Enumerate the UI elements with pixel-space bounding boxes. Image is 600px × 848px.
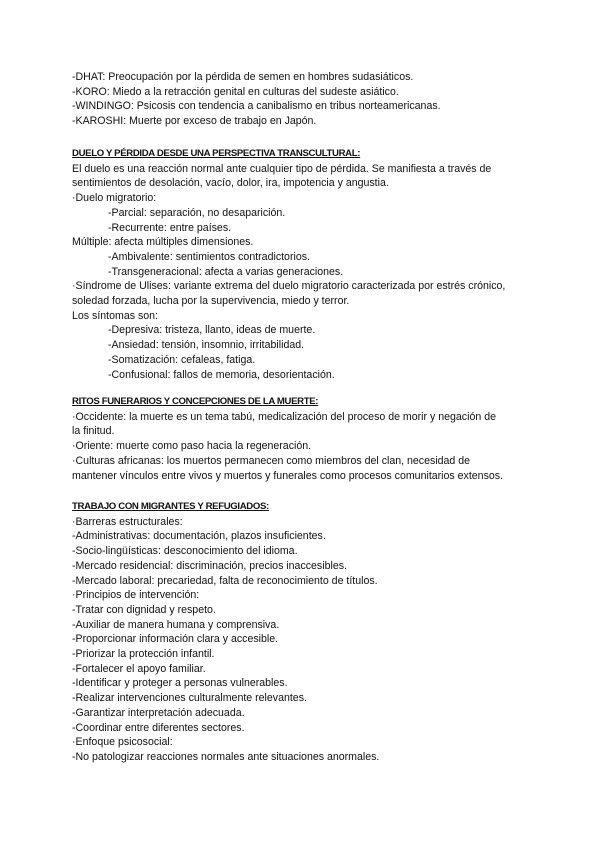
section-migrantes <box>72 500 542 765</box>
section-heading: RITOS FUNERARIOS Y CONCEPCIONES DE LA MUERTE: <box>72 396 319 407</box>
list-item: -KORO: Miedo a la retracción genital en culturas del sudeste asiático. <box>72 85 399 98</box>
list-item: ·Duelo migratorio: <box>72 192 157 205</box>
paragraph-line: ·Culturas africanas: los muertos permanecen como miembros del clan, necesidad de <box>72 454 471 467</box>
section-heading: DUELO Y PÉRDIDA DESDE UNA PERSPECTIVA TRANSCULTURAL: <box>72 148 361 159</box>
list-item: -Ansiedad: tensión, insomnio, irritabilidad. <box>108 339 305 352</box>
list-item: ·Barreras estructurales: <box>72 515 183 528</box>
list-item: -Parcial: separación, no desaparición. <box>108 206 286 219</box>
list-item: -DHAT: Preocupación por la pérdida de semen en hombres sudasiáticos. <box>72 71 414 83</box>
list-item: Los síntomas son: <box>72 309 158 322</box>
list-item: ·Enfoque psicosocial: <box>72 736 173 749</box>
list-item: Múltiple: afecta múltiples dimensiones. <box>72 236 254 249</box>
list-item: -Mercado residencial: discriminación, precios inaccesibles. <box>72 559 347 572</box>
list-item: -Garantizar interpretación adecuada. <box>72 706 245 719</box>
list-item: -Somatización: cefaleas, fatiga. <box>108 353 256 366</box>
list-item: -Administrativas: documentación, plazos insuficientes. <box>72 530 326 543</box>
list-item: -Coordinar entre diferentes sectores. <box>72 721 245 734</box>
section-duelo <box>72 147 542 382</box>
section-heading: TRABAJO CON MIGRANTES Y REFUGIADOS: <box>72 501 269 512</box>
list-item: ·Principios de intervención: <box>72 589 200 602</box>
list-item: -No patologizar reacciones normales ante situaciones anormales. <box>72 750 380 763</box>
list-item: -Depresiva: tristeza, llanto, ideas de muerte. <box>108 324 316 337</box>
paragraph-line: ·Síndrome de Ulises: variante extrema del duelo migratorio caracterizada por estrés crónico, <box>72 280 506 293</box>
list-item: -Mercado laboral: precariedad, falta de reconocimiento de títulos. <box>72 574 378 587</box>
paragraph-line: sentimientos de desolación, vacío, dolor, ira, impotencia y angustia. <box>72 177 389 190</box>
list-item: -Recurrente: entre países. <box>108 221 232 234</box>
list-item: -Realizar intervenciones culturalmente relevantes. <box>72 692 307 705</box>
list-item: -Priorizar la protección infantil. <box>72 648 215 661</box>
list-item: -Tratar con dignidad y respeto. <box>72 603 216 616</box>
paragraph-line: mantener vínculos entre vivos y muertos y funerales como procesos comunitarios extensos. <box>72 469 504 482</box>
intro-list <box>72 70 542 129</box>
list-item: -Socio-lingüísticas: desconocimiento del idioma. <box>72 545 298 558</box>
list-item: -Confusional: fallos de memoria, desorientación. <box>108 368 335 381</box>
paragraph-line: la finitud. <box>72 425 115 438</box>
paragraph-line: El duelo es una reacción normal ante cualquier tipo de pérdida. Se manifiesta a través de <box>72 162 492 175</box>
section-ritos <box>72 395 542 483</box>
paragraph-line: ·Oriente: muerte como paso hacia la regeneración. <box>72 440 312 453</box>
paragraph-line: soledad forzada, lucha por la supervivencia, miedo y terror. <box>72 295 350 308</box>
list-item: -Ambivalente: sentimientos contradictorios. <box>108 250 310 263</box>
list-item: -KAROSHI: Muerte por exceso de trabajo en Japón. <box>72 115 317 128</box>
list-item: -Fortalecer el apoyo familiar. <box>72 662 206 675</box>
list-item: -Auxiliar de manera humana y comprensiva. <box>72 618 280 631</box>
list-item: -Transgeneracional: afecta a varias generaciones. <box>108 265 344 278</box>
list-item: -Identificar y proteger a personas vulnerables. <box>72 677 288 690</box>
list-item: -Proporcionar información clara y accesible. <box>72 633 279 646</box>
list-item: -WINDINGO: Psicosis con tendencia a canibalismo en tribus norteamericanas. <box>72 100 441 113</box>
paragraph-line: ·Occidente: la muerte es un tema tabú, medicalización del proceso de morir y negación de <box>72 410 496 423</box>
